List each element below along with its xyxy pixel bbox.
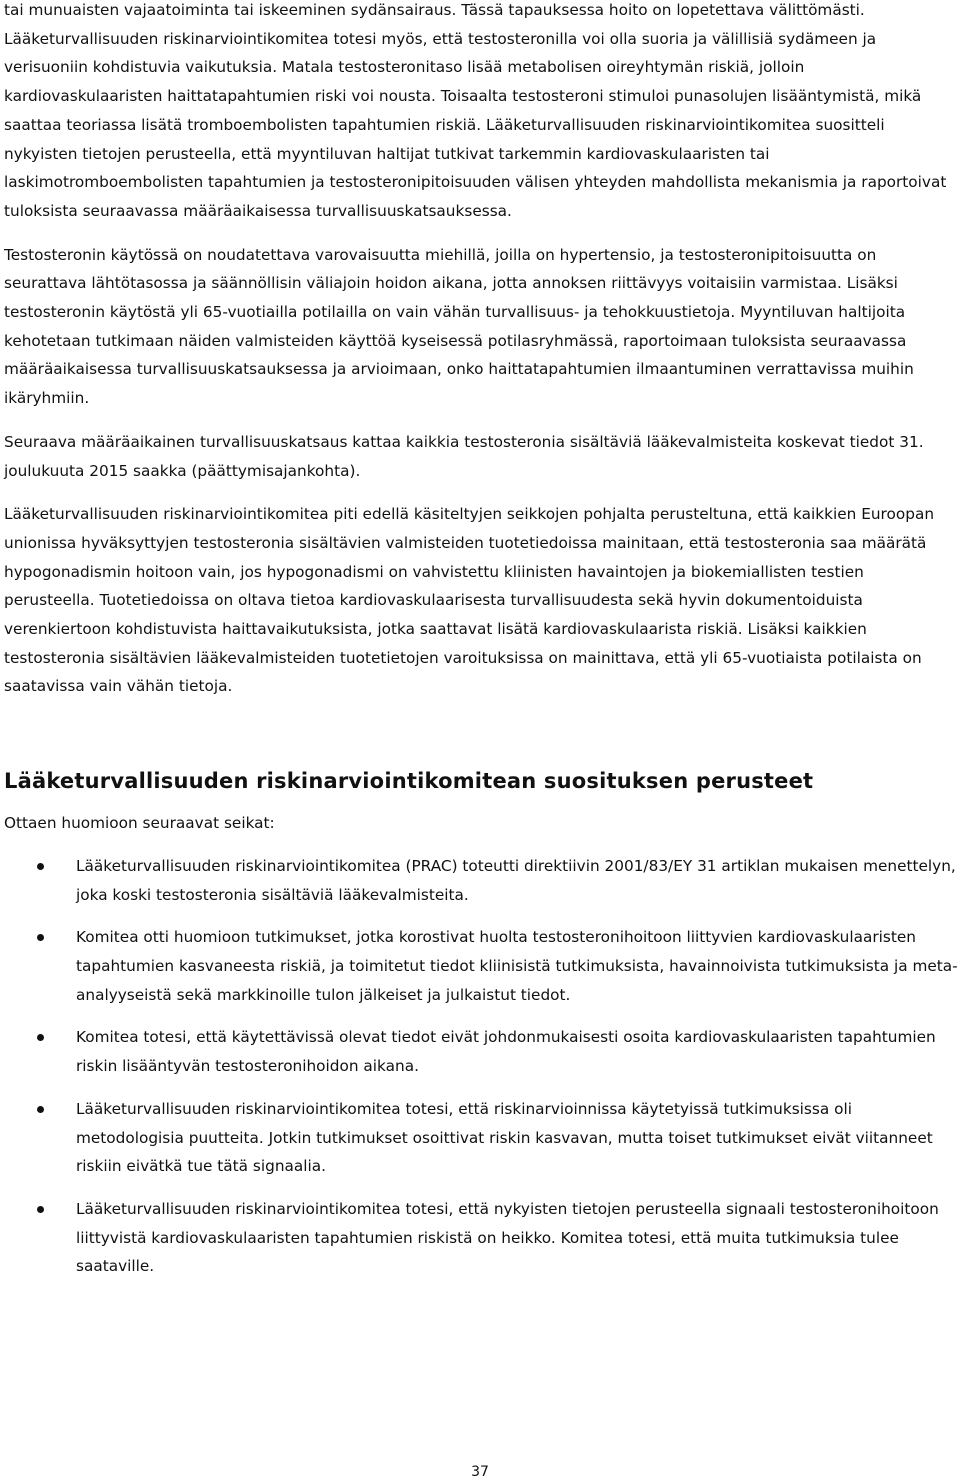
- section-heading: Lääketurvallisuuden riskinarviointikomitean suosituksen perusteet: [4, 769, 814, 794]
- list-item-text: Lääketurvallisuuden riskinarviointikomitea totesi, että riskinarvioinnissa käytetyissä tutkimuksissa oli metodologisia puutteita. Jotkin tutkimukset osoittivat riskin kasvavan, mutta toiset tutkimukset eivät viitanneet riskiin eivätkä tue tätä signaalia.: [76, 1099, 933, 1176]
- bullet-icon: [37, 863, 44, 870]
- bullet-icon: [37, 934, 44, 941]
- list-item-text: Lääketurvallisuuden riskinarviointikomitea (PRAC) toteutti direktiivin 2001/83/EY 31 artiklan mukaisen menettelyn, joka koski testosteronia sisältäviä lääkevalmisteita.: [76, 856, 956, 904]
- list-item: [0, 852, 960, 909]
- page-number: 37: [471, 1464, 489, 1480]
- paragraph-hypertension-elderly: Testosteronin käytössä on noudatettava varovaisuutta miehillä, joilla on hypertensio, ja testosteronipitoisuutta on seurattava lähtötasossa ja säännöllisin väliajoin hoidon aikana, jotta annoksen riittävyys voitaisiin varmistaa. Lisäksi testosteronin käytöstä yli 65-vuotiailla potilailla on vain vähän turvallisuus- ja tehokkuustietoja. Myyntiluvan haltijoita kehotetaan tutkimaan näiden valmisteiden käyttöä kyseisessä potilasryhmässä, raportoimaan tuloksista seuraavassa määräaikaisessa turvallisuuskatsauksessa ja arvioimaan, onko haittatapahtumien ilmaantuminen verrattavissa muihin ikäryhmiin.: [4, 245, 914, 408]
- list-item-text: Komitea otti huomioon tutkimukset, jotka korostivat huolta testosteronihoitoon liittyvien kardiovaskulaaristen tapahtumien kasvaneesta riskiä, ja toimitetut tiedot kliinisistä tutkimuksista, havainnoivista tutkimuksista ja meta-analyyseistä sekä markkinoille tulon jälkeiset ja julkaistut tiedot.: [76, 928, 958, 1004]
- paragraph-cardiovascular-risk: tai munuaisten vajaatoiminta tai iskeeminen sydänsairaus. Tässä tapauksessa hoito on lopetettava välittömästi. Lääketurvallisuuden riskinarviointikomitea totesi myös, että testosteronilla voi olla suoria ja välillisiä sydämeen ja verisuoniin kohdistuvia vaikutuksia. Matala testosteronitaso lisää metabolisen oireyhtymän riskiä, jolloin kardiovaskulaaristen haittatapahtumien riski voi nousta. Toisaalta testosteroni stimuloi punasolujen lisääntymistä, mikä saattaa teoriassa lisätä tromboembolisten tapahtumien riskiä. Lääketurvallisuuden riskinarviointikomitea suositteli nykyisten tietojen perusteella, että myyntiluvan haltijat tutkivat tarkemmin kardiovaskulaaristen tai laskimotromboembolisten tapahtumien ja testosteronipitoisuuden välisen yhteyden mahdollista mekanismia ja raportoivat tuloksista seuraavassa määräaikaisessa turvallisuuskatsauksessa.: [4, 1, 947, 220]
- bullet-icon: [37, 1034, 44, 1041]
- list-item: [0, 1195, 960, 1281]
- bullet-icon: [37, 1106, 44, 1113]
- intro-text: Ottaen huomioon seuraavat seikat:: [4, 814, 275, 833]
- list-item: [0, 923, 960, 1009]
- list-item: [0, 1095, 960, 1181]
- paragraph-psur-deadline: Seuraava määräaikainen turvallisuuskatsaus kattaa kaikkia testosteronia sisältäviä lääkevalmisteita koskevat tiedot 31. joulukuuta 2015 saakka (päättymisajankohta).: [4, 432, 924, 480]
- bullet-icon: [37, 1206, 44, 1213]
- list-item-text: Lääketurvallisuuden riskinarviointikomitea totesi, että nykyisten tietojen perusteella signaali testosteronihoitoon liittyvistä kardiovaskulaaristen tapahtumien riskistä on heikko. Komitea totesi, että muita tutkimuksia tulee saataville.: [76, 1199, 939, 1276]
- paragraph-product-information: Lääketurvallisuuden riskinarviointikomitea piti edellä käsiteltyjen seikkojen pohjalta perusteltuna, että kaikkien Euroopan unionissa hyväksyttyjen testosteronia sisältävien valmisteiden tuotetiedoissa mainitaan, että testosteronia saa määrätä hypogonadismin hoitoon vain, jos hypogonadismi on vahvistettu kliinisten havaintojen ja biokemiallisten testien perusteella. Tuotetiedoissa on oltava tietoa kardiovaskulaarisesta turvallisuudesta sekä hyvin dokumentoiduista verenkiertoon kohdistuvista haittavaikutuksista, jotka saattavat lisätä kardiovaskulaarista riskiä. Lisäksi kaikkien testosteronia sisältävien lääkevalmisteiden tuotetietojen varoituksissa on mainittava, että yli 65-vuotiaista potilaista on saatavissa vain vähän tietoja.: [4, 505, 935, 696]
- list-item: [0, 1023, 960, 1080]
- grounds-list: [0, 852, 960, 1281]
- list-item-text: Komitea totesi, että käytettävissä olevat tiedot eivät johdonmukaisesti osoita kardiovaskulaaristen tapahtumien riskin lisääntyvän testosteronihoidon aikana.: [76, 1028, 936, 1076]
